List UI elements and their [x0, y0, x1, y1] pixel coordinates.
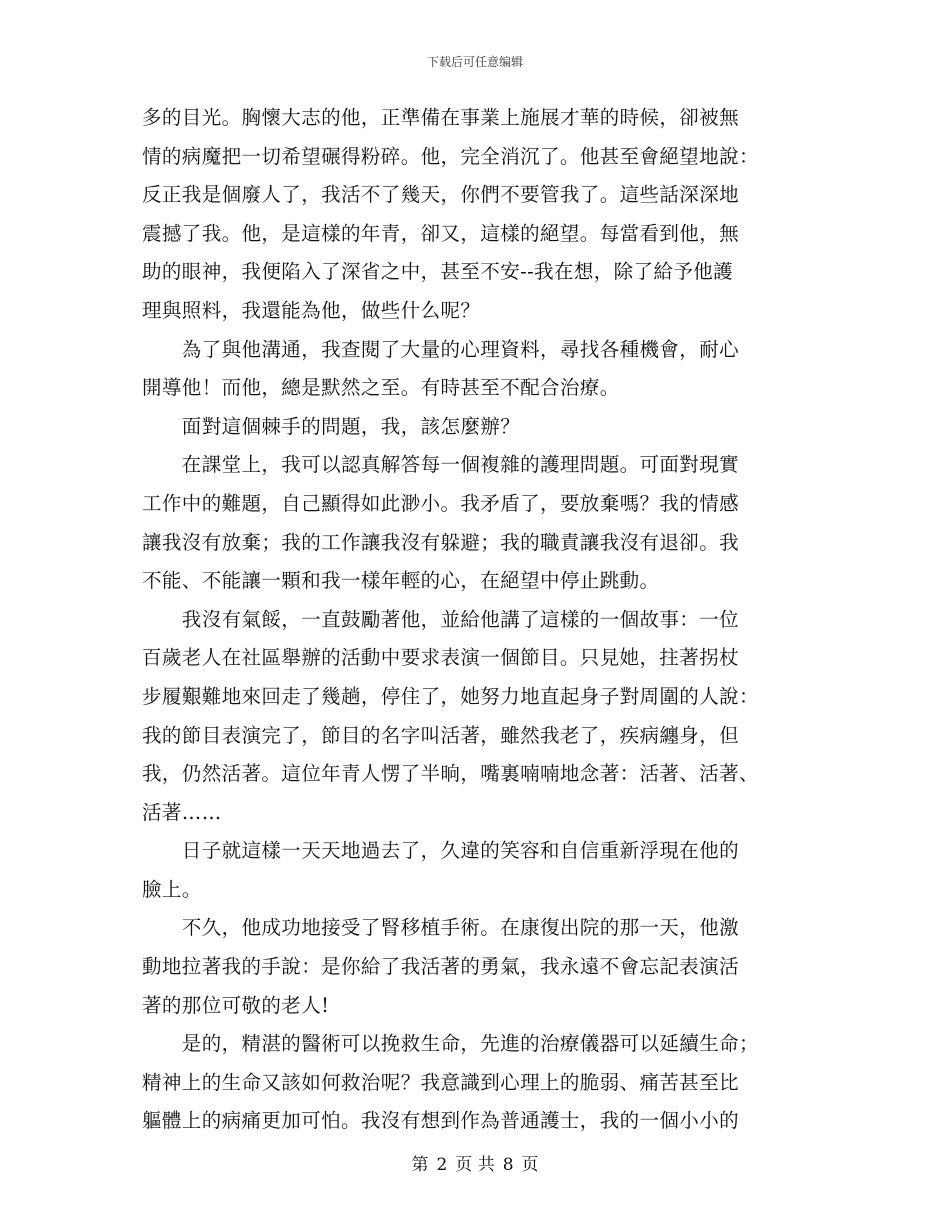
text-line: 反正我是個廢人了，我活不了幾天，你們不要管我了。這些話深深地 — [142, 183, 740, 207]
text-line: 我沒有氣餒，一直鼓勵著他，並給他講了這樣的一個故事：一位 — [142, 607, 740, 631]
text-line: 面對這個棘手的問題，我，該怎麼辦？ — [142, 414, 521, 438]
text-line: 不久，他成功地接受了腎移植手術。在康復出院的那一天，他激 — [142, 916, 740, 940]
footer-total-pages: 8 — [502, 1155, 514, 1175]
text-line: 開導他！而他，總是默然之至。有時甚至不配合治療。 — [142, 376, 620, 400]
document-body — [142, 99, 810, 1141]
text-line: 是的，精湛的醫術可以挽救生命，先進的治療儀器可以延續生命； — [142, 1032, 759, 1056]
page-footer — [0, 1155, 950, 1175]
footer-middle: 页 共 — [455, 1155, 495, 1175]
text-line: 臉上。 — [142, 877, 202, 901]
text-line: 情的病魔把一切希望碾得粉碎。他，完全消沉了。他甚至會絕望地說： — [142, 144, 759, 168]
text-line: 震撼了我。他，是這樣的年青，卻又，這樣的絕望。每當看到他，無 — [142, 221, 740, 245]
text-line: 工作中的難題，自己顯得如此渺小。我矛盾了，要放棄嗎？我的情感 — [142, 491, 740, 515]
text-line: 理與照料，我還能為他，做些什么呢？ — [142, 298, 481, 322]
text-line: 百歲老人在社區舉辦的活動中要求表演一個節目。只見她，拄著拐杖 — [142, 646, 740, 670]
text-line: 精神上的生命又該如何救治呢？我意識到心理上的脆弱、痛苦甚至比 — [142, 1070, 740, 1094]
footer-prefix: 第 — [411, 1155, 429, 1175]
text-line: 活著…… — [142, 800, 222, 824]
text-line: 為了與他溝通，我查閱了大量的心理資料，尋找各種機會，耐心 — [142, 337, 740, 361]
text-line: 著的那位可敬的老人! — [142, 993, 330, 1017]
text-line: 在課堂上，我可以認真解答每一個複雜的護理問題。可面對現實 — [142, 453, 740, 477]
text-line: 動地拉著我的手說：是你給了我活著的勇氣，我永遠不會忘記表演活 — [142, 955, 740, 979]
page-header: 下载后可任意编辑 — [426, 55, 523, 69]
text-line: 讓我沒有放棄；我的工作讓我沒有躲避；我的職責讓我沒有退卻。我 — [142, 530, 740, 554]
text-line: 日子就這樣一天天地過去了，久違的笑容和自信重新浮現在他的 — [142, 839, 740, 863]
footer-page-number: 2 — [436, 1155, 448, 1175]
text-line: 我的節目表演完了，節目的名字叫活著，雖然我老了，疾病纏身，但 — [142, 723, 740, 747]
text-line: 助的眼神，我便陷入了深省之中，甚至不安--我在想，除了給予他護 — [142, 260, 734, 284]
text-line: 多的目光。胸懷大志的他，正準備在事業上施展才華的時候，卻被無 — [142, 106, 740, 129]
text-line: 不能、不能讓一顆和我一樣年輕的心，在絕望中停止跳動。 — [142, 569, 660, 593]
text-line: 步履艱難地來回走了幾趟，停住了，她努力地直起身子對周圍的人說： — [142, 684, 759, 708]
text-line: 軀體上的病痛更加可怕。我沒有想到作為普通護士，我的一個小小的 — [142, 1109, 740, 1133]
text-line: 我，仍然活著。這位年青人愣了半晌，嘴裏喃喃地念著：活著、活著、 — [142, 762, 759, 786]
footer-suffix: 页 — [521, 1155, 539, 1175]
